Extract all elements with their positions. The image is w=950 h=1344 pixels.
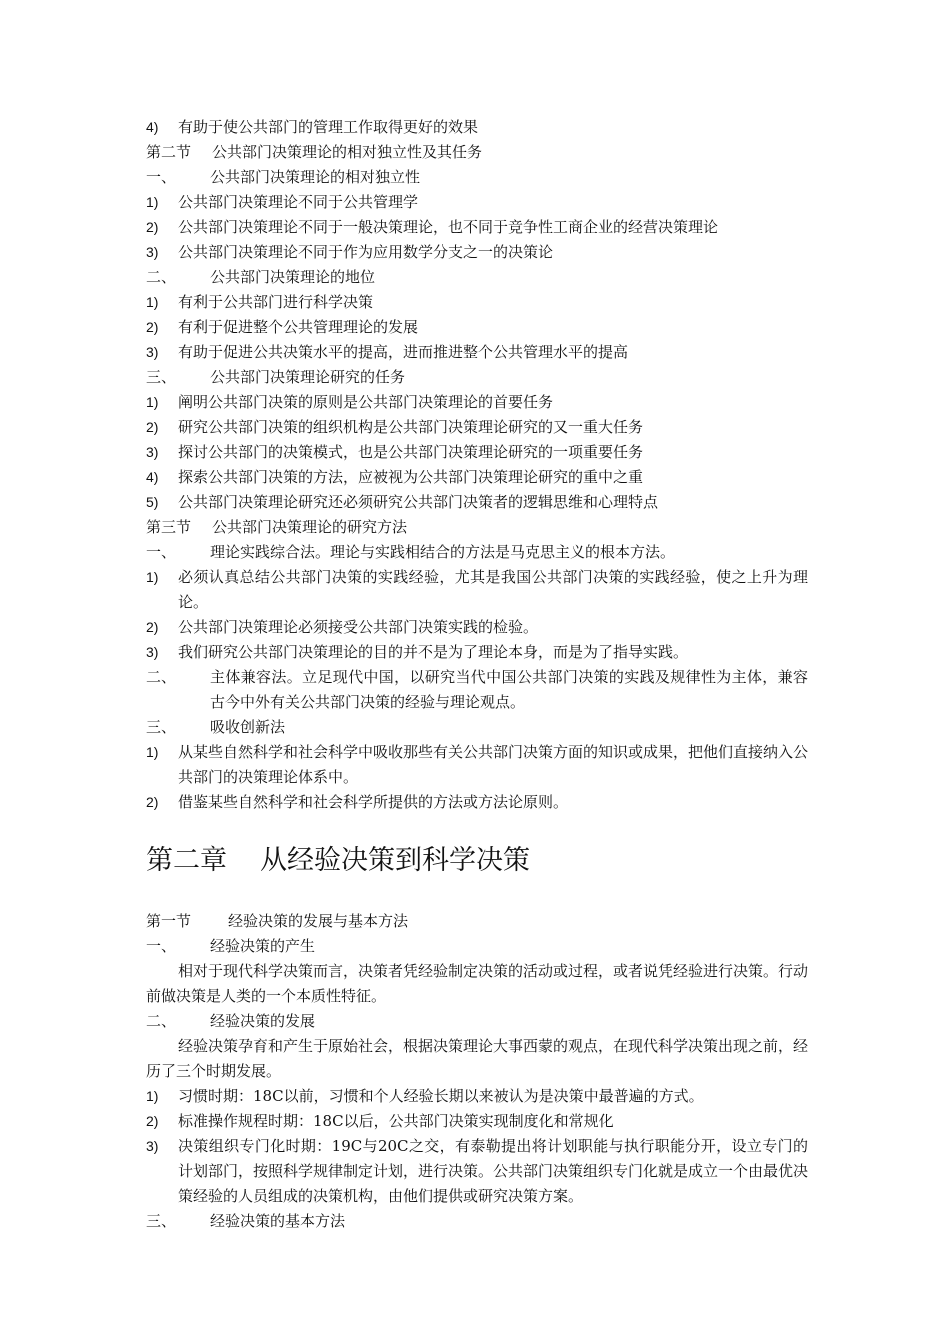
subsection-heading — [146, 715, 808, 740]
subsection-number: 一、 — [146, 168, 177, 186]
list-text: 有助于促进公共决策水平的提高，进而推进整个公共管理水平的提高 — [178, 343, 629, 361]
subsection-title: 公共部门决策理论的相对独立性 — [210, 168, 421, 186]
list-number: 2) — [146, 419, 159, 435]
subsection-title: 公共部门决策理论的地位 — [210, 268, 376, 286]
subsection-heading — [146, 934, 808, 959]
subsection-number: 一、 — [146, 937, 177, 955]
section-title: 公共部门决策理论的相对独立性及其任务 — [212, 143, 483, 161]
subsection-title: 经验决策的产生 — [210, 937, 316, 955]
list-number: 3) — [146, 444, 159, 460]
list-text: 研究公共部门决策的组织机构是公共部门决策理论研究的又一重大任务 — [178, 418, 644, 436]
list-text: 公共部门决策理论不同于一般决策理论，也不同于竞争性工商企业的经营决策理论 — [178, 218, 719, 236]
list-number: 2) — [146, 319, 159, 335]
list-text: 标准操作规程时期：18C以后，公共部门决策实现制度化和常规化 — [178, 1112, 614, 1130]
subsection-title: 吸收创新法 — [210, 718, 286, 736]
list-text: 阐明公共部门决策的原则是公共部门决策理论的首要任务 — [178, 393, 554, 411]
list-number: 4) — [146, 119, 159, 135]
list-item — [146, 115, 808, 140]
list-text: 我们研究公共部门决策理论的目的并不是为了理论本身，而是为了指导实践。 — [178, 643, 689, 661]
paragraph: 经验决策孕育和产生于原始社会，根据决策理论大事西蒙的观点，在现代科学决策出现之前，经历了三个时期发展。 — [146, 1037, 809, 1080]
subsection-heading — [146, 365, 808, 390]
list-text: 公共部门决策理论不同于作为应用数学分支之一的决策论 — [178, 243, 554, 261]
list-number: 2) — [146, 619, 159, 635]
list-number: 1) — [146, 744, 159, 760]
paragraph: 相对于现代科学决策而言，决策者凭经验制定决策的活动或过程，或者说凭经验进行决策。行动前做决策是人类的一个本质性特征。 — [146, 962, 809, 1005]
list-item — [146, 415, 808, 440]
list-text: 有利于促进整个公共管理理论的发展 — [178, 318, 419, 336]
list-number: 1) — [146, 394, 159, 410]
list-number: 2) — [146, 794, 159, 810]
list-text: 探索公共部门决策的方法，应被视为公共部门决策理论研究的重中之重 — [178, 468, 644, 486]
subsection-number: 三、 — [146, 1212, 177, 1230]
list-number: 2) — [146, 219, 159, 235]
subsection-title: 经验决策的发展 — [210, 1012, 316, 1030]
list-text: 决策组织专门化时期：19C与20C之交，有泰勒提出将计划职能与执行职能分开，设立专门的计划部门，按照科学规律制定计划，进行决策。公共部门决策组织专门化就是成立一个由最优决策经验的人员组成的决策机构，由他们提供或研究决策方案。 — [178, 1137, 809, 1205]
subsection-title: 主体兼容法。立足现代中国，以研究当代中国公共部门决策的实践及规律性为主体，兼容古今中外有关公共部门决策的经验与理论观点。 — [210, 668, 808, 711]
chapter-heading — [146, 843, 808, 879]
section-label: 第三节 — [146, 518, 192, 536]
list-item — [146, 1134, 808, 1209]
list-text: 探讨公共部门的决策模式，也是公共部门决策理论研究的一项重要任务 — [178, 443, 644, 461]
list-item — [146, 390, 808, 415]
list-text: 有助于使公共部门的管理工作取得更好的效果 — [178, 118, 479, 136]
list-text: 公共部门决策理论必须接受公共部门决策实践的检验。 — [178, 618, 539, 636]
subsection-number: 二、 — [146, 268, 177, 286]
subsection-number: 二、 — [146, 668, 177, 686]
list-text: 公共部门决策理论不同于公共管理学 — [178, 193, 419, 211]
list-item — [146, 465, 808, 490]
document-page — [146, 115, 808, 1234]
section-heading — [146, 909, 808, 934]
list-text: 必须认真总结公共部门决策的实践经验，尤其是我国公共部门决策的实践经验，使之上升为理论。 — [178, 568, 808, 611]
subsection-heading — [146, 540, 808, 565]
list-item — [146, 240, 808, 265]
list-item — [146, 615, 808, 640]
section-heading — [146, 515, 808, 540]
subsection-number: 一、 — [146, 543, 177, 561]
list-number: 2) — [146, 1113, 159, 1129]
list-item — [146, 340, 808, 365]
subsection-number: 三、 — [146, 368, 177, 386]
list-item — [146, 565, 808, 615]
list-number: 3) — [146, 344, 159, 360]
list-number: 1) — [146, 194, 159, 210]
list-item — [146, 1109, 808, 1134]
list-item — [146, 290, 808, 315]
list-item — [146, 640, 808, 665]
subsection-title: 经验决策的基本方法 — [210, 1212, 346, 1230]
list-text: 公共部门决策理论研究还必须研究公共部门决策者的逻辑思维和心理特点 — [178, 493, 659, 511]
list-item — [146, 190, 808, 215]
list-number: 1) — [146, 294, 159, 310]
section-title: 公共部门决策理论的研究方法 — [212, 518, 408, 536]
list-text: 有利于公共部门进行科学决策 — [178, 293, 374, 311]
subsection-number: 二、 — [146, 1012, 177, 1030]
subsection-heading — [146, 1209, 808, 1234]
list-text: 习惯时期：18C以前，习惯和个人经验长期以来被认为是决策中最普遍的方式。 — [178, 1087, 704, 1105]
list-text: 借鉴某些自然科学和社会科学所提供的方法或方法论原则。 — [178, 793, 569, 811]
subsection-title: 公共部门决策理论研究的任务 — [210, 368, 406, 386]
list-number: 1) — [146, 1088, 159, 1104]
list-number: 3) — [146, 244, 159, 260]
section-title: 经验决策的发展与基本方法 — [228, 912, 409, 930]
section-heading — [146, 140, 808, 165]
section-label: 第一节 — [146, 912, 192, 930]
list-item — [146, 790, 808, 815]
chapter-label: 第二章 — [146, 845, 227, 876]
subsection-heading — [146, 265, 808, 290]
subsection-title: 理论实践综合法。理论与实践相结合的方法是马克思主义的根本方法。 — [210, 543, 676, 561]
list-item — [146, 315, 808, 340]
subsection-heading — [146, 1009, 808, 1034]
list-item — [146, 1084, 808, 1109]
list-number: 1) — [146, 569, 159, 585]
subsection-number: 三、 — [146, 718, 177, 736]
list-number: 3) — [146, 1138, 159, 1154]
list-item — [146, 440, 808, 465]
list-number: 5) — [146, 494, 159, 510]
list-item — [146, 490, 808, 515]
list-text: 从某些自然科学和社会科学中吸收那些有关公共部门决策方面的知识或成果，把他们直接纳入公共部门的决策理论体系中。 — [178, 743, 809, 786]
section-label: 第二节 — [146, 143, 192, 161]
chapter-title: 从经验决策到科学决策 — [260, 845, 530, 876]
list-item — [146, 215, 808, 240]
list-item — [146, 740, 808, 790]
list-number: 3) — [146, 644, 159, 660]
subsection-heading — [146, 665, 808, 715]
subsection-heading — [146, 165, 808, 190]
list-number: 4) — [146, 469, 159, 485]
